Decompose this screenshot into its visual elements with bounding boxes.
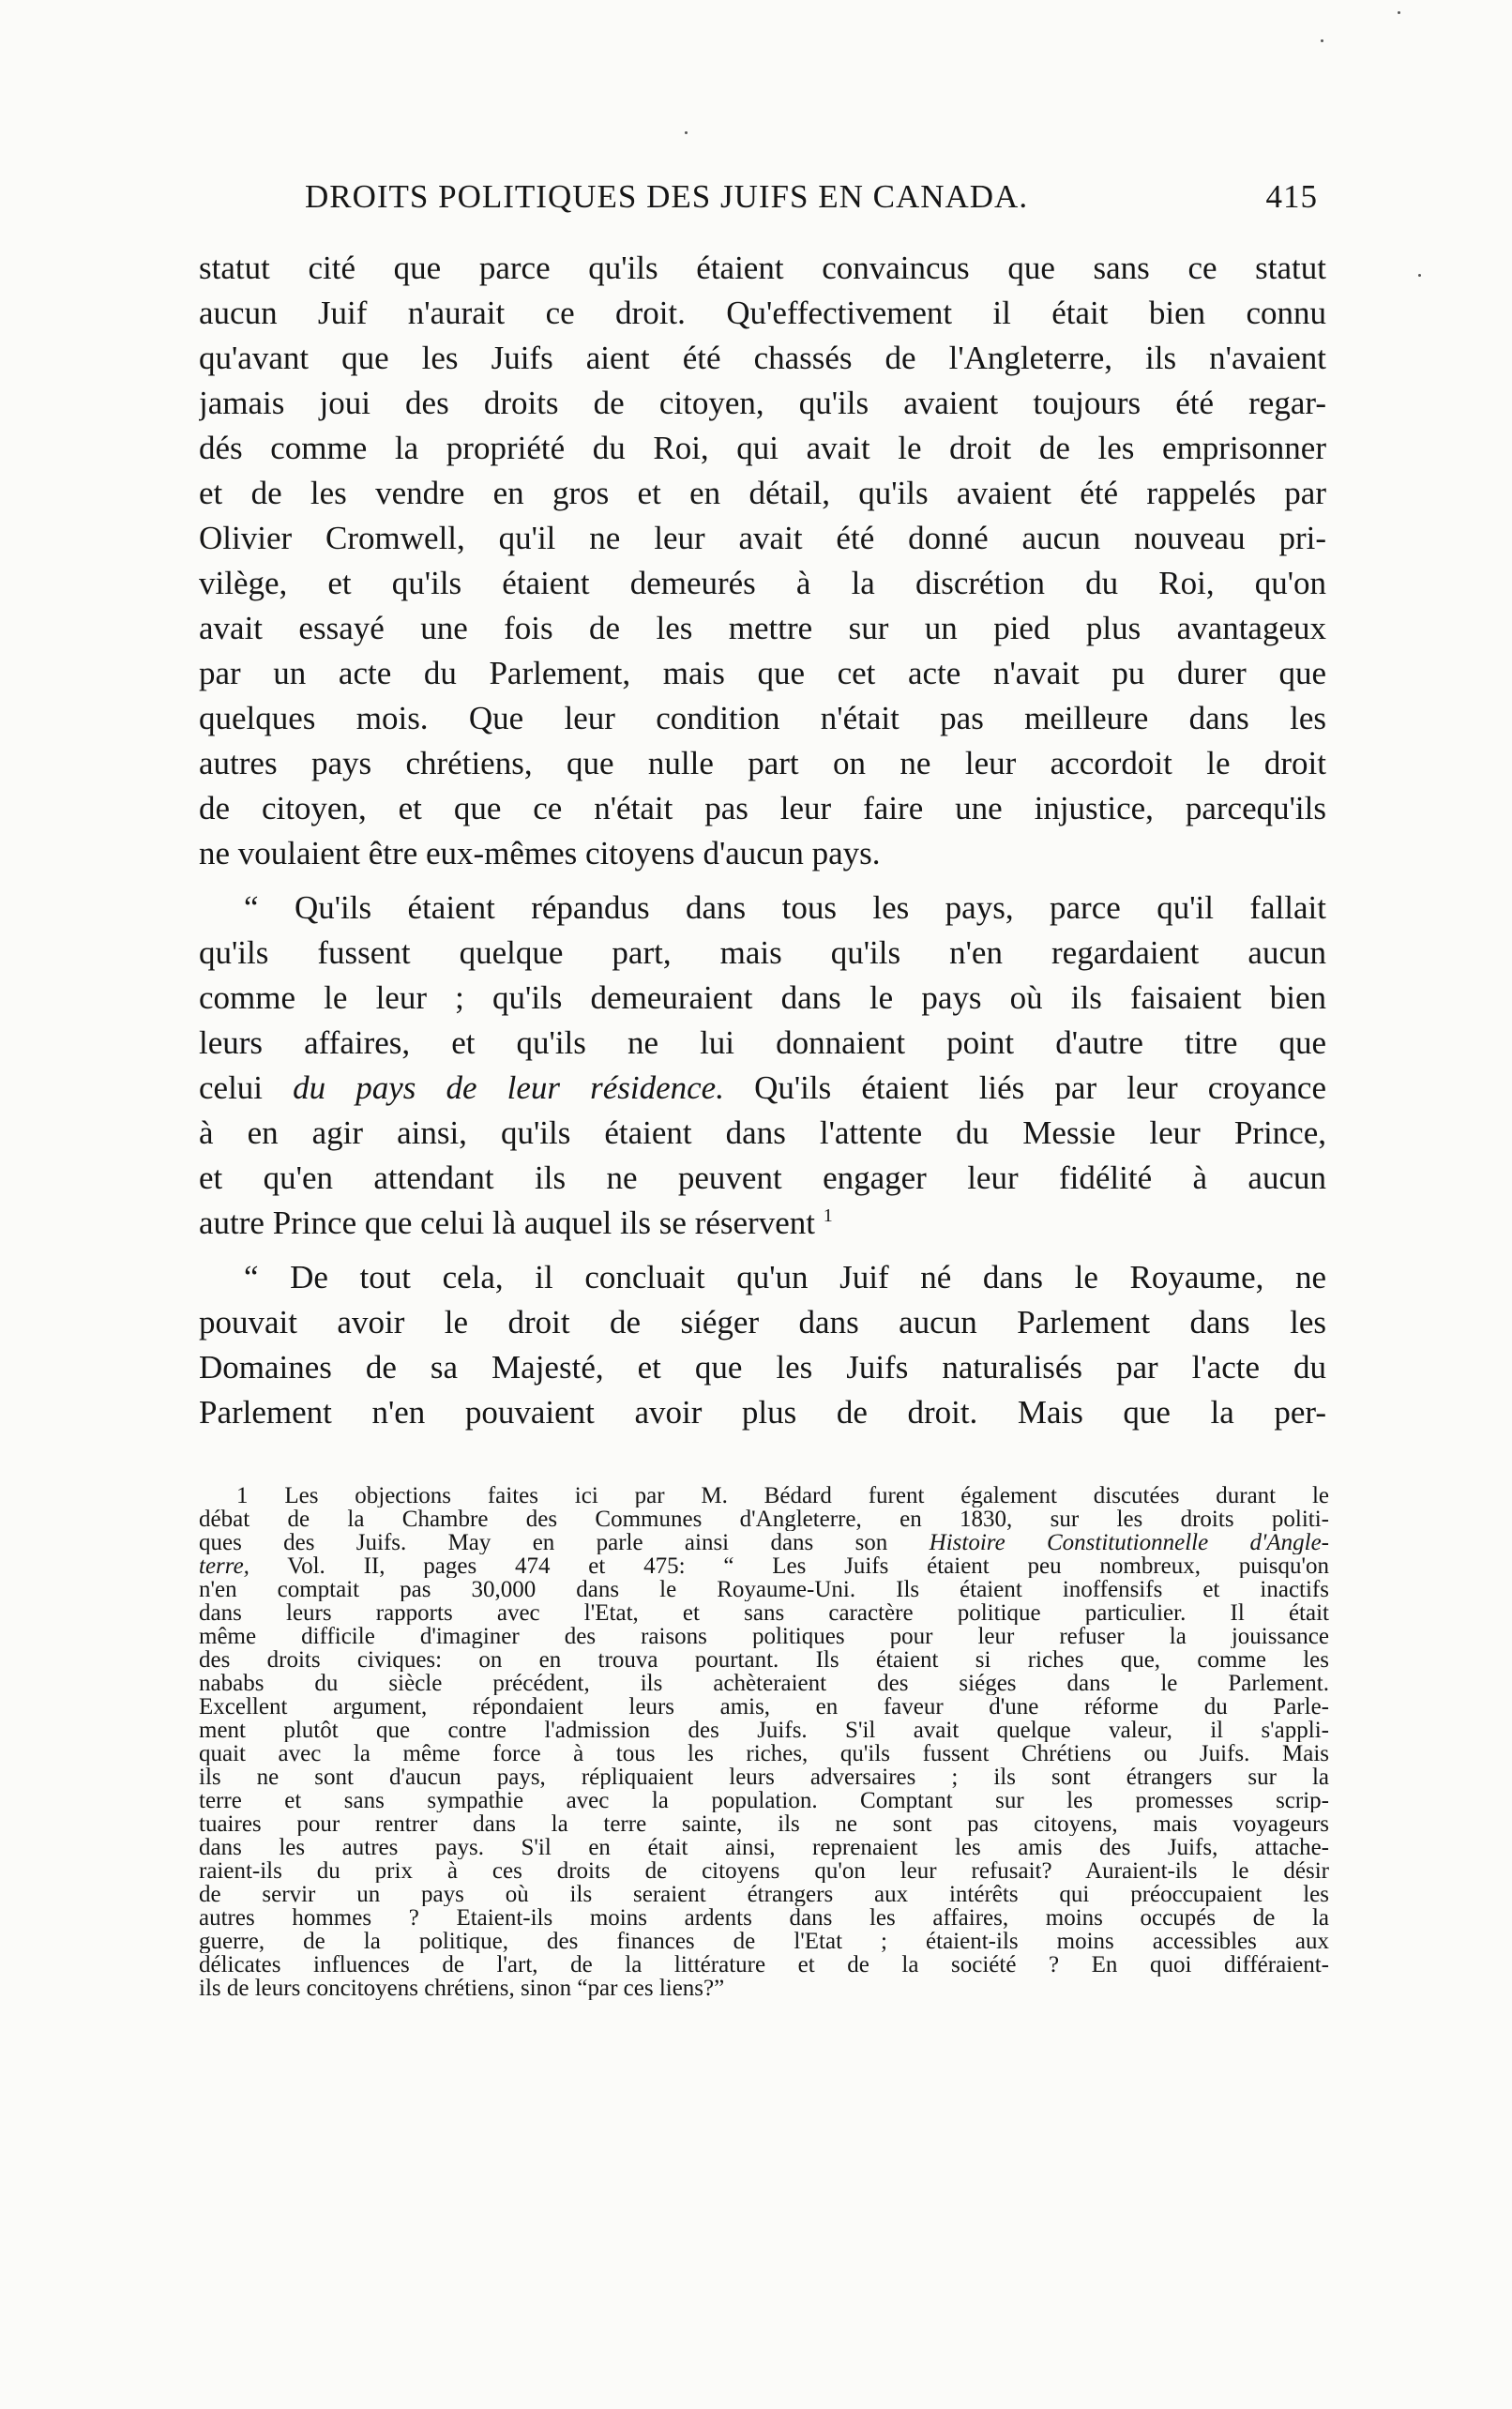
body-line: par un acte du Parlement, mais que cet acte n'avait pu durer que bbox=[199, 655, 1326, 691]
footnote bbox=[199, 1484, 1329, 2000]
footnote-line: Excellent argument, répondaient leurs amis, en faveur d'une réforme du Parle- bbox=[199, 1695, 1329, 1719]
footnote-line: ment plutôt que contre l'admission des Juifs. S'il avait quelque valeur, il s'appli- bbox=[199, 1719, 1329, 1742]
text-run: Qu'ils étaient liés par leur croyance bbox=[754, 1069, 1326, 1106]
footnote-line: 1 Les objections faites ici par M. Bédard furent également discutées durant le bbox=[236, 1484, 1329, 1508]
body-line: et de les vendre en gros et en détail, qu'ils avaient été rappelés par bbox=[199, 475, 1326, 511]
page-number: 415 bbox=[1265, 178, 1318, 215]
body-line: leurs affaires, et qu'ils ne lui donnaient point d'autre titre que bbox=[199, 1024, 1326, 1061]
footnote-line: même difficile d'imaginer des raisons politiques pour leur refuser la jouissance bbox=[199, 1625, 1329, 1648]
footnote-line-mixed bbox=[199, 1531, 1329, 1554]
footnote-line: dans les autres pays. S'il en était ainsi, reprenaient les amis des Juifs, attache- bbox=[199, 1836, 1329, 1859]
body-line: comme le leur ; qu'ils demeuraient dans le pays où ils faisaient bien bbox=[199, 979, 1326, 1016]
body-line: “ De tout cela, il concluait qu'un Juif né dans le Royaume, ne bbox=[244, 1259, 1326, 1295]
footnote-line: guerre, de la politique, des finances de l'Etat ; étaient-ils moins accessibles aux bbox=[199, 1930, 1329, 1953]
body-line: Domaines de sa Majesté, et que les Juifs naturalisés par l'acte du bbox=[199, 1349, 1326, 1386]
body-line: de citoyen, et que ce n'était pas leur faire une injustice, parcequ'ils bbox=[199, 790, 1326, 826]
footnote-line: autres hommes ? Etaient-ils moins ardents dans les affaires, moins occupés de la bbox=[199, 1906, 1329, 1930]
text-run: ques des Juifs. May en parle ainsi dans son bbox=[199, 1531, 888, 1554]
body-line: statut cité que parce qu'ils étaient convaincus que sans ce statut bbox=[199, 250, 1326, 286]
footnote-marker: 1 bbox=[823, 1205, 833, 1226]
body-line: à en agir ainsi, qu'ils étaient dans l'attente du Messie leur Prince, bbox=[199, 1114, 1326, 1151]
paper-speck bbox=[1398, 11, 1400, 14]
body-line: aucun Juif n'aurait ce droit. Qu'effectivement il était bien connu bbox=[199, 295, 1326, 331]
text-run: celui bbox=[199, 1069, 264, 1106]
footnote-line: raient-ils du prix à ces droits de citoyens qu'on leur refusait? Auraient-ils le désir bbox=[199, 1859, 1329, 1883]
text-run: Vol. II, pages 474 et 475: “ Les Juifs étaient peu nombreux, puisqu'on bbox=[287, 1554, 1329, 1578]
footnote-line: quait avec la même force à tous les riches, qu'ils fussent Chrétiens ou Juifs. Mais bbox=[199, 1742, 1329, 1765]
italic-phrase: du pays de leur résidence. bbox=[293, 1069, 724, 1106]
body-line: quelques mois. Que leur condition n'était pas meilleure dans les bbox=[199, 700, 1326, 736]
body-line: qu'avant que les Juifs aient été chassés de l'Angleterre, ils n'avaient bbox=[199, 340, 1326, 376]
footnote-line: dans leurs rapports avec l'Etat, et sans caractère politique particulier. Il était bbox=[199, 1601, 1329, 1625]
footnote-line: délicates influences de l'art, de la littérature et de la société ? En quoi différaient- bbox=[199, 1953, 1329, 1977]
body-line: qu'ils fussent quelque part, mais qu'ils n'en regardaient aucun bbox=[199, 934, 1326, 971]
footnote-line: débat de la Chambre des Communes d'Angleterre, en 1830, sur les droits politi- bbox=[199, 1508, 1329, 1531]
body-line: pouvait avoir le droit de siéger dans aucun Parlement dans les bbox=[199, 1304, 1326, 1341]
body-line: autres pays chrétiens, que nulle part on ne leur accordoit le droit bbox=[199, 745, 1326, 781]
body-line-mixed bbox=[199, 1201, 1326, 1246]
body-line: Olivier Cromwell, qu'il ne leur avait été donné aucun nouveau pri- bbox=[199, 520, 1326, 556]
footnote-line: terre et sans sympathie avec la population. Comptant sur les promesses scrip- bbox=[199, 1789, 1329, 1812]
footnote-line: de servir un pays où ils seraient étrangers aux intérêts qui préoccupaient les bbox=[199, 1883, 1329, 1906]
footnote-line: n'en comptait pas 30,000 dans le Royaume-Uni. Ils étaient inoffensifs et inactifs bbox=[199, 1578, 1329, 1601]
body-line: jamais joui des droits de citoyen, qu'ils avaient toujours été regar- bbox=[199, 385, 1326, 421]
body-text bbox=[199, 246, 1326, 1435]
body-line: dés comme la propriété du Roi, qui avait le droit de les emprisonner bbox=[199, 430, 1326, 466]
body-line: Parlement n'en pouvaient avoir plus de droit. Mais que la per- bbox=[199, 1394, 1326, 1431]
body-line: ne voulaient être eux-mêmes citoyens d'aucun pays. bbox=[199, 835, 881, 871]
italic-title: Histoire Constitutionnelle d'Angle- bbox=[929, 1531, 1329, 1554]
paper-speck bbox=[685, 131, 688, 134]
running-title: DROITS POLITIQUES DES JUIFS EN CANADA. bbox=[305, 178, 1029, 215]
footnote-line: ils ne sont d'aucun pays, répliquaient leurs adversaires ; ils sont étrangers sur la bbox=[199, 1765, 1329, 1789]
footnote-line-mixed bbox=[199, 1554, 1329, 1578]
italic-title: terre, bbox=[199, 1554, 249, 1578]
body-line: vilège, et qu'ils étaient demeurés à la discrétion du Roi, qu'on bbox=[199, 565, 1326, 601]
footnote-line: des droits civiques: on en trouva pourtant. Ils étaient si riches que, comme les bbox=[199, 1648, 1329, 1672]
body-line-mixed bbox=[199, 1066, 1326, 1111]
text-run: autre Prince que celui là auquel ils se réservent bbox=[199, 1204, 815, 1241]
footnote-line: tuaires pour rentrer dans la terre sainte, ils ne sont pas citoyens, mais voyageurs bbox=[199, 1812, 1329, 1836]
body-line: “ Qu'ils étaient répandus dans tous les pays, parce qu'il fallait bbox=[244, 889, 1326, 926]
body-line: et qu'en attendant ils ne peuvent engager leur fidélité à aucun bbox=[199, 1159, 1326, 1196]
footnote-line: nababs du siècle précédent, ils achèteraient des siéges dans le Parlement. bbox=[199, 1672, 1329, 1695]
footnote-line: ils de leurs concitoyens chrétiens, sinon “par ces liens?” bbox=[199, 1977, 725, 2000]
paper-speck bbox=[1321, 39, 1323, 42]
body-line: avait essayé une fois de les mettre sur un pied plus avantageux bbox=[199, 610, 1326, 646]
paper-speck bbox=[1418, 274, 1421, 277]
